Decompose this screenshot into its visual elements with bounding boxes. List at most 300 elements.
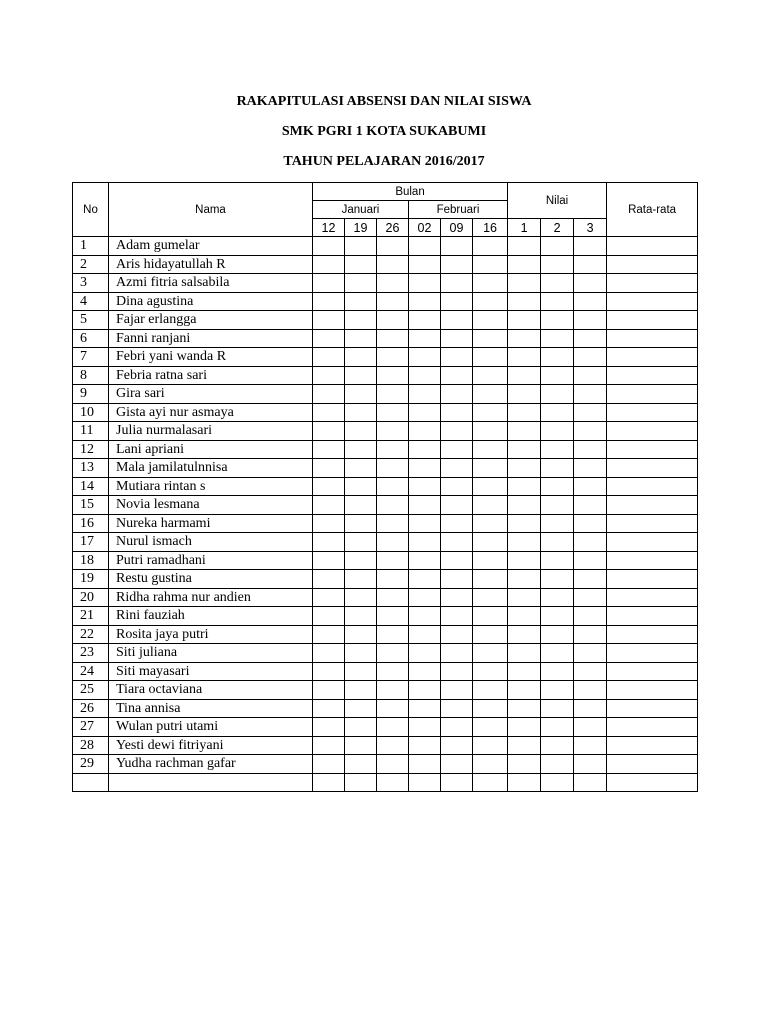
attendance-cell	[377, 496, 409, 515]
average-cell	[607, 699, 698, 718]
grade-cell	[508, 625, 541, 644]
table-row	[73, 422, 698, 441]
attendance-cell	[473, 644, 508, 663]
table-row	[73, 459, 698, 478]
grade-cell	[541, 607, 574, 626]
grade-cell	[508, 662, 541, 681]
grade-cell	[508, 459, 541, 478]
attendance-cell	[441, 237, 473, 256]
grade-cell	[508, 699, 541, 718]
average-cell	[607, 533, 698, 552]
header-month-februari: Februari	[409, 201, 508, 219]
grade-cell	[574, 736, 607, 755]
attendance-cell	[377, 403, 409, 422]
row-number: 19	[73, 570, 109, 589]
attendance-cell	[377, 292, 409, 311]
attendance-cell	[345, 385, 377, 404]
grade-cell	[508, 514, 541, 533]
attendance-cell	[441, 625, 473, 644]
attendance-cell	[345, 348, 377, 367]
student-name: Febri yani wanda R	[109, 348, 313, 367]
attendance-cell	[345, 755, 377, 774]
grade-cell	[541, 366, 574, 385]
average-cell	[607, 514, 698, 533]
table-row	[73, 736, 698, 755]
attendance-cell	[345, 311, 377, 330]
attendance-cell	[409, 329, 441, 348]
student-name: Siti juliana	[109, 644, 313, 663]
grade-cell	[508, 773, 541, 792]
header-date: 12	[313, 219, 345, 237]
student-name	[109, 773, 313, 792]
attendance-cell	[313, 551, 345, 570]
row-number: 17	[73, 533, 109, 552]
attendance-cell	[473, 292, 508, 311]
attendance-cell	[473, 403, 508, 422]
grade-cell	[574, 385, 607, 404]
grade-cell	[541, 699, 574, 718]
attendance-cell	[377, 662, 409, 681]
attendance-cell	[409, 551, 441, 570]
student-name: Julia nurmalasari	[109, 422, 313, 441]
attendance-cell	[345, 699, 377, 718]
grade-cell	[541, 681, 574, 700]
average-cell	[607, 570, 698, 589]
grade-cell	[508, 496, 541, 515]
attendance-cell	[313, 662, 345, 681]
row-number: 9	[73, 385, 109, 404]
attendance-cell	[377, 644, 409, 663]
student-name: Febria ratna sari	[109, 366, 313, 385]
student-name: Novia lesmana	[109, 496, 313, 515]
grade-cell	[574, 533, 607, 552]
table-row	[73, 514, 698, 533]
student-name: Nurul ismach	[109, 533, 313, 552]
grade-cell	[541, 311, 574, 330]
attendance-cell	[377, 237, 409, 256]
attendance-cell	[409, 440, 441, 459]
student-name: Rini fauziah	[109, 607, 313, 626]
row-number: 27	[73, 718, 109, 737]
academic-year: TAHUN PELAJARAN 2016/2017	[283, 154, 485, 169]
header-nilai: Nilai	[508, 183, 607, 219]
table-row	[73, 699, 698, 718]
grade-cell	[508, 755, 541, 774]
table-row	[73, 403, 698, 422]
attendance-cell	[345, 514, 377, 533]
attendance-cell	[441, 662, 473, 681]
attendance-cell	[313, 422, 345, 441]
average-cell	[607, 422, 698, 441]
attendance-cell	[441, 607, 473, 626]
row-number: 29	[73, 755, 109, 774]
average-cell	[607, 588, 698, 607]
row-number: 5	[73, 311, 109, 330]
attendance-cell	[345, 496, 377, 515]
average-cell	[607, 773, 698, 792]
student-name: Fajar erlangga	[109, 311, 313, 330]
grade-cell	[574, 422, 607, 441]
grade-cell	[508, 718, 541, 737]
row-number: 28	[73, 736, 109, 755]
attendance-cell	[409, 625, 441, 644]
table-row	[73, 588, 698, 607]
attendance-cell	[345, 736, 377, 755]
grade-cell	[574, 699, 607, 718]
table-row	[73, 625, 698, 644]
attendance-cell	[345, 459, 377, 478]
grade-cell	[541, 773, 574, 792]
grade-cell	[508, 274, 541, 293]
attendance-cell	[377, 533, 409, 552]
attendance-cell	[345, 422, 377, 441]
grade-cell	[574, 718, 607, 737]
grade-cell	[574, 329, 607, 348]
attendance-cell	[441, 348, 473, 367]
attendance-cell	[409, 385, 441, 404]
student-name: Lani apriani	[109, 440, 313, 459]
attendance-cell	[441, 459, 473, 478]
table-row	[73, 773, 698, 792]
attendance-cell	[313, 533, 345, 552]
student-name: Yesti dewi fitriyani	[109, 736, 313, 755]
average-cell	[607, 255, 698, 274]
attendance-cell	[473, 329, 508, 348]
attendance-cell	[441, 533, 473, 552]
student-name: Yudha rachman gafar	[109, 755, 313, 774]
attendance-cell	[313, 681, 345, 700]
attendance-cell	[377, 681, 409, 700]
attendance-cell	[409, 755, 441, 774]
attendance-cell	[473, 588, 508, 607]
header-date: 16	[473, 219, 508, 237]
row-number: 18	[73, 551, 109, 570]
attendance-cell	[409, 773, 441, 792]
grade-cell	[574, 403, 607, 422]
attendance-cell	[441, 385, 473, 404]
grade-cell	[541, 625, 574, 644]
row-number: 11	[73, 422, 109, 441]
average-cell	[607, 496, 698, 515]
attendance-cell	[441, 570, 473, 589]
attendance-cell	[409, 274, 441, 293]
attendance-cell	[313, 403, 345, 422]
average-cell	[607, 329, 698, 348]
attendance-cell	[377, 773, 409, 792]
grade-cell	[574, 662, 607, 681]
grade-cell	[508, 329, 541, 348]
grade-cell	[574, 644, 607, 663]
header-nilai-number: 2	[541, 219, 574, 237]
student-name: Gista ayi nur asmaya	[109, 403, 313, 422]
attendance-cell	[345, 607, 377, 626]
header-bulan: Bulan	[313, 183, 508, 201]
attendance-cell	[377, 477, 409, 496]
grade-cell	[541, 718, 574, 737]
attendance-cell	[473, 422, 508, 441]
attendance-cell	[313, 348, 345, 367]
grade-cell	[574, 625, 607, 644]
attendance-cell	[441, 274, 473, 293]
grade-cell	[541, 403, 574, 422]
row-number: 6	[73, 329, 109, 348]
attendance-cell	[441, 403, 473, 422]
student-name: Fanni ranjani	[109, 329, 313, 348]
attendance-cell	[473, 718, 508, 737]
attendance-cell	[313, 755, 345, 774]
average-cell	[607, 459, 698, 478]
row-number: 7	[73, 348, 109, 367]
row-number: 21	[73, 607, 109, 626]
table-row	[73, 385, 698, 404]
grade-cell	[541, 440, 574, 459]
attendance-cell	[409, 736, 441, 755]
attendance-cell	[313, 570, 345, 589]
student-name: Gira sari	[109, 385, 313, 404]
row-number: 10	[73, 403, 109, 422]
attendance-cell	[409, 403, 441, 422]
attendance-cell	[473, 274, 508, 293]
student-name: Dina agustina	[109, 292, 313, 311]
attendance-cell	[441, 551, 473, 570]
attendance-cell	[377, 366, 409, 385]
attendance-cell	[441, 292, 473, 311]
row-number: 12	[73, 440, 109, 459]
average-cell	[607, 681, 698, 700]
table-row	[73, 718, 698, 737]
attendance-cell	[473, 773, 508, 792]
attendance-cell	[409, 477, 441, 496]
row-number: 20	[73, 588, 109, 607]
attendance-cell	[473, 736, 508, 755]
table-row	[73, 311, 698, 330]
attendance-cell	[377, 736, 409, 755]
attendance-cell	[473, 681, 508, 700]
student-name: Aris hidayatullah R	[109, 255, 313, 274]
grade-cell	[541, 348, 574, 367]
attendance-cell	[409, 681, 441, 700]
row-number: 24	[73, 662, 109, 681]
row-number: 3	[73, 274, 109, 293]
grade-cell	[574, 366, 607, 385]
grade-cell	[541, 237, 574, 256]
student-name: Siti mayasari	[109, 662, 313, 681]
attendance-cell	[409, 459, 441, 478]
grade-cell	[574, 255, 607, 274]
grade-cell	[508, 644, 541, 663]
attendance-cell	[345, 403, 377, 422]
attendance-cell	[473, 533, 508, 552]
attendance-cell	[409, 292, 441, 311]
student-name: Ridha rahma nur andien	[109, 588, 313, 607]
attendance-cell	[473, 625, 508, 644]
average-cell	[607, 551, 698, 570]
grade-cell	[508, 551, 541, 570]
attendance-cell	[473, 755, 508, 774]
attendance-cell	[345, 274, 377, 293]
average-cell	[607, 366, 698, 385]
attendance-cell	[409, 533, 441, 552]
attendance-cell	[313, 588, 345, 607]
average-cell	[607, 440, 698, 459]
table-row	[73, 329, 698, 348]
grade-cell	[574, 348, 607, 367]
grade-cell	[541, 477, 574, 496]
attendance-cell	[313, 329, 345, 348]
attendance-cell	[313, 718, 345, 737]
header-date: 02	[409, 219, 441, 237]
attendance-cell	[345, 237, 377, 256]
attendance-cell	[377, 699, 409, 718]
table-row	[73, 477, 698, 496]
header-date: 26	[377, 219, 409, 237]
attendance-cell	[313, 274, 345, 293]
row-number	[73, 773, 109, 792]
attendance-cell	[313, 366, 345, 385]
table-row	[73, 662, 698, 681]
row-number: 22	[73, 625, 109, 644]
grade-cell	[508, 366, 541, 385]
attendance-cell	[441, 773, 473, 792]
attendance-grade-table	[72, 182, 698, 792]
student-name: Nureka harmami	[109, 514, 313, 533]
grade-cell	[541, 755, 574, 774]
header-month-januari: Januari	[313, 201, 409, 219]
average-cell	[607, 477, 698, 496]
grade-cell	[541, 588, 574, 607]
table-row	[73, 681, 698, 700]
attendance-cell	[473, 496, 508, 515]
attendance-cell	[441, 496, 473, 515]
grade-cell	[541, 459, 574, 478]
row-number: 16	[73, 514, 109, 533]
student-rows	[73, 237, 698, 792]
table-row	[73, 551, 698, 570]
attendance-cell	[441, 681, 473, 700]
attendance-cell	[473, 662, 508, 681]
student-name: Mala jamilatulnnisa	[109, 459, 313, 478]
attendance-cell	[441, 422, 473, 441]
grade-cell	[574, 274, 607, 293]
attendance-cell	[409, 366, 441, 385]
attendance-cell	[377, 514, 409, 533]
grade-cell	[508, 588, 541, 607]
attendance-cell	[473, 311, 508, 330]
attendance-cell	[409, 422, 441, 441]
attendance-cell	[313, 496, 345, 515]
header-no: No	[73, 183, 109, 237]
attendance-cell	[473, 459, 508, 478]
attendance-cell	[313, 514, 345, 533]
grade-cell	[508, 255, 541, 274]
student-name: Tina annisa	[109, 699, 313, 718]
attendance-cell	[409, 588, 441, 607]
table-row	[73, 348, 698, 367]
attendance-cell	[345, 366, 377, 385]
grade-cell	[574, 607, 607, 626]
attendance-cell	[409, 348, 441, 367]
average-cell	[607, 311, 698, 330]
grade-cell	[574, 477, 607, 496]
grade-cell	[574, 588, 607, 607]
header-nilai-number: 1	[508, 219, 541, 237]
grade-cell	[541, 292, 574, 311]
attendance-cell	[441, 699, 473, 718]
attendance-cell	[313, 644, 345, 663]
average-cell	[607, 718, 698, 737]
attendance-cell	[345, 533, 377, 552]
average-cell	[607, 292, 698, 311]
average-cell	[607, 644, 698, 663]
attendance-cell	[377, 329, 409, 348]
grade-cell	[541, 385, 574, 404]
average-cell	[607, 385, 698, 404]
row-number: 26	[73, 699, 109, 718]
attendance-cell	[409, 718, 441, 737]
attendance-cell	[377, 255, 409, 274]
attendance-cell	[377, 718, 409, 737]
header-nilai-number: 3	[574, 219, 607, 237]
attendance-cell	[473, 607, 508, 626]
student-name: Restu gustina	[109, 570, 313, 589]
average-cell	[607, 755, 698, 774]
grade-cell	[574, 237, 607, 256]
attendance-cell	[409, 607, 441, 626]
attendance-cell	[345, 292, 377, 311]
attendance-cell	[377, 385, 409, 404]
attendance-cell	[345, 662, 377, 681]
attendance-cell	[441, 588, 473, 607]
header-date: 09	[441, 219, 473, 237]
grade-cell	[508, 570, 541, 589]
grade-cell	[508, 440, 541, 459]
row-number: 1	[73, 237, 109, 256]
attendance-cell	[409, 644, 441, 663]
grade-cell	[541, 422, 574, 441]
grade-cell	[574, 459, 607, 478]
attendance-cell	[473, 551, 508, 570]
grade-cell	[541, 255, 574, 274]
attendance-cell	[377, 755, 409, 774]
grade-cell	[574, 755, 607, 774]
attendance-cell	[473, 570, 508, 589]
header-date: 19	[345, 219, 377, 237]
attendance-cell	[345, 551, 377, 570]
attendance-cell	[473, 699, 508, 718]
average-cell	[607, 662, 698, 681]
attendance-cell	[313, 237, 345, 256]
attendance-cell	[409, 514, 441, 533]
attendance-cell	[441, 644, 473, 663]
grade-cell	[574, 311, 607, 330]
attendance-cell	[313, 477, 345, 496]
grade-cell	[574, 681, 607, 700]
table-row	[73, 274, 698, 293]
attendance-cell	[409, 255, 441, 274]
attendance-cell	[345, 625, 377, 644]
table-row	[73, 440, 698, 459]
grade-cell	[508, 311, 541, 330]
attendance-cell	[441, 736, 473, 755]
grade-cell	[574, 773, 607, 792]
grade-cell	[574, 514, 607, 533]
average-cell	[607, 237, 698, 256]
attendance-cell	[409, 237, 441, 256]
grade-cell	[508, 533, 541, 552]
attendance-cell	[441, 755, 473, 774]
grade-cell	[574, 292, 607, 311]
row-number: 2	[73, 255, 109, 274]
